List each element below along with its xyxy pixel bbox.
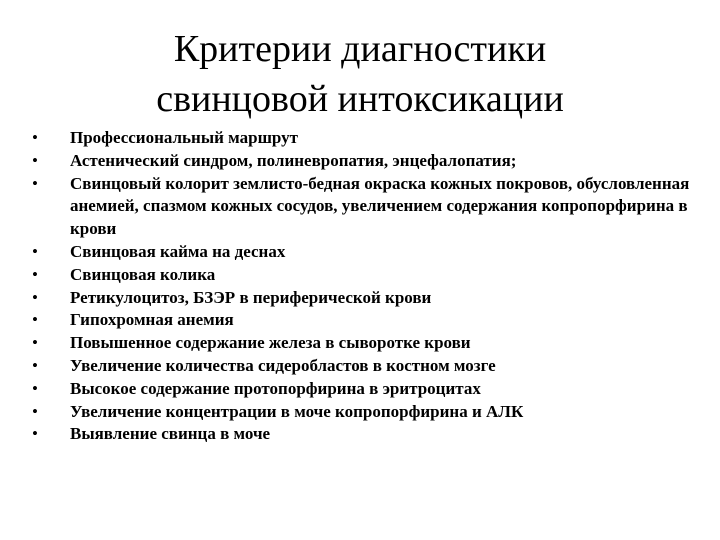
title-line-1: Критерии диагностики	[173, 28, 547, 70]
list-item	[32, 355, 692, 378]
list-item	[32, 264, 692, 287]
list-item	[32, 150, 692, 173]
bullet-icon: •	[32, 378, 38, 398]
bullet-icon: •	[32, 401, 38, 421]
list-item-text: Гипохромная анемия	[70, 310, 234, 330]
bullet-icon: •	[32, 173, 38, 193]
bullet-icon: •	[32, 310, 38, 330]
bullet-icon: •	[32, 424, 38, 444]
criteria-list	[32, 127, 692, 446]
list-item-text: Высокое содержание протопорфирина в эритроцитах	[70, 378, 481, 398]
list-item	[32, 423, 692, 446]
list-item	[32, 332, 692, 355]
list-item	[32, 127, 692, 150]
title-line-2: свинцовой интоксикации	[156, 78, 564, 120]
list-item-text: Свинцовый колорит землисто-бедная окраска кожных покровов, обусловленная анемией, спазмом кожных сосудов, увеличением содержания копропорфирина в крови	[70, 173, 690, 239]
bullet-icon: •	[32, 355, 38, 375]
list-item-text: Астенический синдром, полиневропатия, энцефалопатия;	[70, 150, 517, 170]
list-item	[32, 241, 692, 264]
list-item	[32, 401, 692, 424]
bullet-icon: •	[32, 264, 38, 284]
list-item-text: Повышенное содержание железа в сыворотке крови	[70, 333, 471, 353]
bullet-icon: •	[32, 128, 38, 147]
list-item-text: Выявление свинца в моче	[70, 424, 271, 444]
bullet-icon: •	[32, 333, 38, 353]
list-item-text: Увеличение концентрации в моче копропорфирина и АЛК	[70, 401, 524, 421]
list-item	[32, 309, 692, 332]
list-item-text: Свинцовая колика	[70, 264, 216, 284]
slide-title	[60, 24, 660, 124]
list-item-text: Ретикулоцитоз, БЗЭР в периферической крови	[70, 287, 432, 307]
list-item-text: Увеличение количества сидеробластов в костном мозге	[70, 355, 496, 375]
list-item	[32, 287, 692, 310]
list-item-text: Свинцовая кайма на деснах	[70, 241, 286, 261]
list-item	[32, 378, 692, 401]
bullet-icon: •	[32, 287, 38, 307]
list-item-text: Профессиональный маршрут	[70, 128, 299, 147]
bullet-icon: •	[32, 241, 38, 261]
bullet-icon: •	[32, 150, 38, 170]
list-item	[32, 173, 692, 241]
